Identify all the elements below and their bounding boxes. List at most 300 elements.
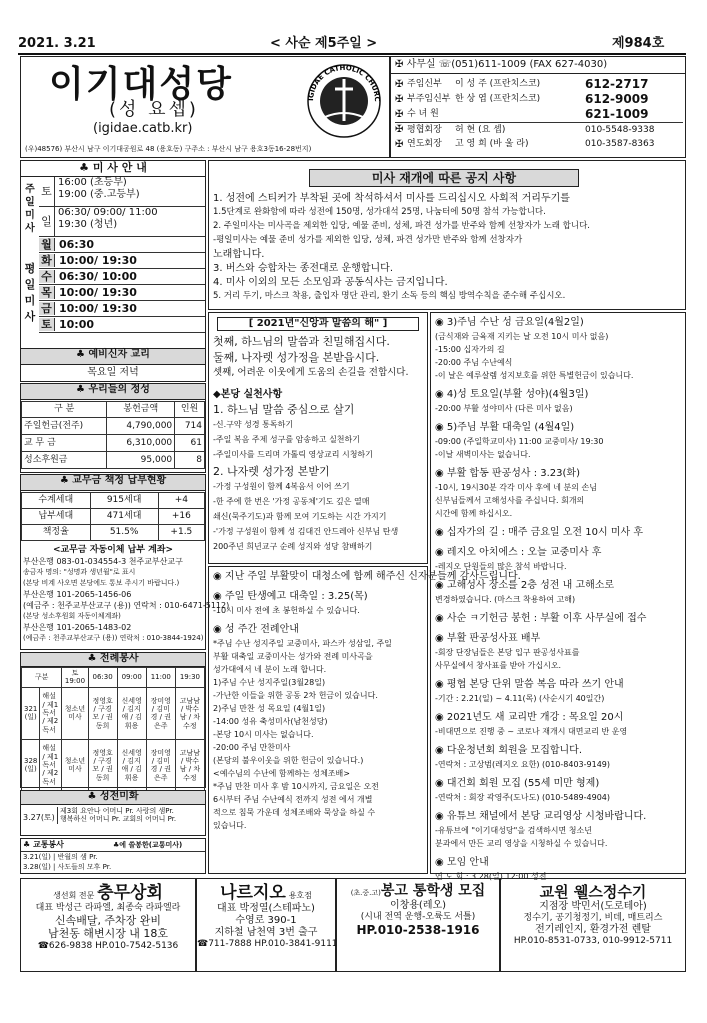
news-detail: 성가대에서 네 분이 노래 합니다. [213,665,327,674]
weekday-mass-row [39,317,205,333]
cross-icon: ✠ [395,93,404,105]
news-detail: 분과에서 만든 교리 영상을 시청하실 수 있습니다. [435,839,608,848]
transfer-line: 부산은행 101-2065-1483-02 [23,623,132,632]
flowers-title: ♣ 성전미화 [21,791,205,805]
duty-group: 해설 / 제1독서 / 제2독서 [40,687,62,739]
news-item [435,778,683,806]
duty-cell: 신세영 / 김지애 / 김휘용 [117,739,146,791]
year-goals [213,335,425,383]
notice-item: -평일미사는 예물 준비 성가를 제외한 입당, 성체, 파견 성가만 반주와 함께 선창자가 [213,235,523,245]
mass-time: 10:00/ 19:30 [59,285,137,299]
club-icon: ♣ [87,791,100,802]
table-row [22,525,205,541]
notice-item: 1.5단계로 완화함에 따라 성전에 150명, 성가대석 25명, 나눔터에 50명 참석 가능합니다. [213,207,546,217]
ad-line: 수영로 390-1 [235,915,297,927]
news-detail: 1)주님 수난 성지주일(3월28일) [213,678,326,687]
bullet-icon: ◉ [435,580,447,591]
news-detail: -레지오 단원들의 많은 참석 바랍니다. [435,562,567,571]
parish-title-box [20,56,390,158]
ad-chungmu [20,878,196,972]
plan-list [213,403,425,557]
mass-day: 일 [39,207,55,236]
news-detail: (본당의 불우이웃을 위한 헌금이 있습니다.) [213,756,364,765]
cross-icon: ✠ [395,108,404,120]
weekday-mass-row [39,237,205,253]
ad-line: ☎626-9838 HP.010-7542-5136 [37,940,179,951]
news-detail: -유튜브에 "이기대성당"을 검색하시면 청소년 [435,826,592,835]
staff-phone: 612-2717 [585,77,649,92]
flowers-date: 3.27(토) [23,813,55,822]
duty-date: 321 (일) [22,687,40,739]
bullet-icon: ◉ [435,317,447,328]
duty-cell: 고남남 / 박수남 / 차수정 [175,687,204,739]
notice-title: 미사 재개에 따른 공지 사항 [309,169,579,187]
plan-item: -가정 구성원이 함께 4복음서 이어 쓰기 [213,482,350,491]
catechumen-box [20,348,206,382]
table-header: 06:30 [88,668,117,688]
duty-cell: 장미영 / 김미경 / 권은주 [146,739,175,791]
transfer-line: (본당 비계 사오면 본당에도 통보 주시기 바랍니다.) [23,579,180,587]
table-cell: 6,310,000 [107,435,175,452]
news-detail: -20:00 부활 성야미사 (다른 미사 없음) [435,404,573,413]
table-cell: 납부세대 [22,509,91,525]
news-detail: -09:00 (주일학교미사) 11:00 교중미사/ 19:30 [435,437,604,446]
notice-item: 1. 성전에 스티커가 부착된 곳에 착석하셔서 미사를 드리십시오 사회적 거리두기를 [213,193,570,204]
news-detail: 적으로 침묵 가운데 성체조배와 묵상을 하실 수 [213,808,376,817]
bullet-icon: ◉ [435,778,447,789]
table-cell: 성소후원금 [22,452,107,469]
news-detail: 있습니다. [213,821,247,830]
liturgy-duty-box [20,652,206,788]
news-title: 2021년도 새 교리반 개강 : 목요일 20시 [446,712,624,723]
news-detail: *주님 만찬 미사 후 밤 10시까지, 금요일은 오전 [213,782,379,791]
news-detail: 6시부터 주님 수난예식 전까지 성전 에서 개별 [213,795,373,804]
bullet-icon: ◉ [435,547,447,558]
table-row [22,418,205,435]
traffic-title: ♣ 교통봉사 [23,840,64,849]
bullet-icon: ◉ [435,527,447,538]
news-title: 레지오 아치에스 : 오늘 교중미사 후 [446,547,602,558]
catechumen-title: ♣ 예비신자 교리 [21,349,205,365]
plan-item: 2. 나자렛 성가정 본받기 [213,465,330,478]
sunday-mass-label: 주일미사 [25,184,35,234]
transfer-line: (예금주 : 천주교부산교구 (용)) 연락처 : 010-3844-1924) [23,634,204,642]
table-header: 11:00 [146,668,175,688]
ad-pre: (초.중.고) [350,889,381,897]
news-title: 4)성 토요일(부활 성야)(4월3일) [446,389,589,400]
table-header: 구분 [22,668,62,688]
volunteer-box [20,838,206,874]
table-cell: 915세대 [90,493,158,509]
ad-line: ☎711-7888 HP.010-3841-9111 [197,939,338,950]
table-cell: +16 [158,509,204,525]
ad-line: 전기레인지, 환경가전 렌탈 [535,923,651,935]
staff-list [395,77,683,152]
plan-item: -주일 복음 주제 성구를 암송하고 실천하기 [213,435,360,444]
year-theme-title: [ 2021년"신앙과 말씀의 해" ] [217,317,419,331]
news-detail: -가난한 이들을 위한 공동 2차 헌금이 있습니다. [213,691,378,700]
staff-phone: 010-5548-9338 [585,124,655,135]
notice-list [213,193,683,305]
club-icon: ♣ [59,475,73,486]
bullet-icon: ◉ [213,624,225,635]
plan-item: 1. 하느님 말씀 중심으로 살기 [213,403,355,416]
transfer-line: (본당 성소후원회 자동이체계좌) [23,612,121,620]
club-icon: ♣ [76,349,89,360]
ad-title: 교원 웰스정수기 [539,883,647,901]
news-title: 지난 주일 부활맞이 대청소에 함께 해주신 신자분들께 감사드립니다. [224,571,521,582]
ad-title: 봉고 통학생 모집 [380,883,486,899]
weekday-mass-row [39,285,205,301]
year-theme-box [208,312,428,564]
news-detail: -연락처 : 고상범(레지오 요한) (010-8403-9149) [435,760,611,769]
plan-title: ◆본당 실천사항 [213,389,283,400]
plan-item: -'가정 구성원이 함께 성 김대건 안드레아 신부님 탄생 [213,527,399,536]
news-item [435,679,683,707]
news-item [435,317,683,384]
duty-cell: 장미영 / 김미경 / 권은주 [146,687,175,739]
staff-role: 부주임신부 [407,94,451,105]
news-item [213,591,425,619]
table-row [22,452,205,469]
parish-address: (우)48576) 부산시 남구 이기대공원로 48 (용호동) 구주소 : 부산시 남구 용호3동16-28번지) [25,145,312,153]
sunday-mass-row [39,207,205,237]
table-row [22,687,205,739]
ad-water [500,878,686,972]
news-title: 평협 본당 단위 말씀 복음 따라 쓰기 안내 [446,679,624,690]
staff-role: 수 녀 원 [407,109,439,120]
news-title: 부활 합동 판공성사 : 3.23(화) [446,468,580,479]
table-row [22,435,205,452]
duty-group: 해설 / 제1독서 / 제2독서 [40,739,62,791]
tithe-table [21,492,205,541]
bullet-icon: ◉ [435,633,447,644]
duty-cell: 신세영 / 김지애 / 김휘용 [117,687,146,739]
news-detail: 연 도 회 : 3.28(일) 12:00 성전 [435,872,547,881]
news-item [435,580,683,608]
news-detail: -14:00 성유 축성미사(남천성당) [213,717,328,726]
table-cell: 수계세대 [22,493,91,509]
table-cell: 8 [175,452,205,469]
staff-phone: 621-1009 [585,107,649,122]
mass-day: 목 [39,286,55,299]
auto-transfer-info [23,557,230,645]
parish-patron: (성 요셉) [109,99,199,120]
ad-title: 충무상회 [97,883,163,903]
bullet-icon: ◉ [213,591,225,602]
mass-time: 19:00 (중.고등부) [58,189,140,200]
news-title: 유튜브 채널에서 본당 교리영상 시청바랍니다. [446,811,647,822]
mass-time: 16:00 (초등부) [58,177,127,188]
mass-time: 06:30/ 10:00 [59,269,137,283]
transfer-line: 부산은행 101-2065-1456-06 [23,590,132,599]
bullet-icon: ◉ [435,712,447,723]
mass-times [39,177,205,333]
notice-item: 노래합니다. [213,249,265,260]
transfer-line: (예금주 : 천주교부산교구 (용)) 연락처 : 010-6471-5112) [23,601,230,610]
table-cell: +4 [158,493,204,509]
notice-box [208,160,686,310]
bullet-icon: ◉ [435,389,447,400]
mass-time: 06:30 [59,237,95,251]
table-cell: 95,000 [107,452,175,469]
ad-line: HP.010-8531-0733, 010-9912-5711 [513,935,673,946]
sunday-mass-row [39,177,205,207]
bullet-icon: ◉ [435,422,447,433]
news-detail: -회장 단장님들은 본당 입구 판공성사표를 [435,648,580,657]
mass-time: 19:30 (청년) [58,219,118,230]
plan-item: 200주년 희년교구 순례 성지와 성당 참배하기 [213,542,373,551]
staff-name: 고 영 희 (바 울 라) [455,139,529,150]
right-news-box [430,312,686,881]
news-item [435,613,683,628]
ad-line: 정수기, 공기청정기, 비데, 매트리스 [523,913,663,923]
news-item [213,624,425,834]
news-detail: (금식재와 금육재 지키는 날 오전 10시 미사 없음) [435,332,609,341]
duty-cell: 고남남 / 박수남 / 차수정 [175,739,204,791]
plan-item: -신.구약 성경 통독하기 [213,420,294,429]
ad-line: HP.010-2538-1916 [356,922,480,937]
weekday-mass-row [39,253,205,269]
tithe-box [20,474,230,650]
bullet-icon: ◉ [213,571,225,582]
news-detail: -기간 : 2.21(일) ~ 4.11(목) (사순시기 40일간) [435,694,605,703]
weekday-mass-row [39,269,205,285]
duty-table [21,667,205,792]
office-contact-box [390,56,686,158]
duty-title: ♣ 전례봉사 [21,653,205,667]
table-row [22,509,205,525]
mass-day: 토 [39,318,55,331]
news-title: 사순 ㅋ기헌금 봉헌 : 부활 이후 사무실에 접수 [446,613,647,624]
logo-text: IGIDAE CATHOLIC CHURC [306,63,382,102]
plan-item: 쇄신(묵주기도)과 함께 모여 기도하는 시간 가지기 [213,512,387,521]
news-detail: -15:00 십자가의 길 [435,345,505,354]
duty-cell: 정영호 / 구경모 / 권동희 [88,687,117,739]
club-icon: ♣ [79,161,93,174]
news-title: 모임 안내 [446,857,489,868]
plan-item: -한 주에 한 번은 '가정 공동체'기도 깊은 열매 [213,497,370,506]
liturgical-week: < 사순 제5주일 > [270,36,378,51]
right-news-list [435,317,683,890]
mass-day: 화 [39,254,55,267]
news-detail: -10시, 19시30분 각각 미사 후에 네 분의 손님 [435,483,597,492]
mass-time: 10:00 [59,317,95,331]
duty-cell: 정영호 / 구경모 / 권동희 [88,739,117,791]
ad-line: 신속배달, 주차장 완비 [54,914,162,928]
notice-item: 2. 주일미사는 미사곡을 제외한 입당, 예물 준비, 성체, 파견 성가를 반주와 함께 선창자가 노래 합니다. [213,221,590,231]
header-rule [18,53,686,55]
issue-number: 제984호 [612,36,665,51]
news-item [435,422,683,463]
news-item [435,633,683,674]
table-cell: 교 무 금 [22,435,107,452]
weekday-mass-row [39,301,205,317]
staff-role: 주임신부 [407,79,442,90]
bullet-icon: ◉ [435,857,447,868]
news-detail: -10시 미사 전에 초 봉헌하실 수 있습니다. [213,606,360,615]
ad-narjio [196,878,336,972]
table-row [22,739,205,791]
news-detail: 변경하였습니다. (마스크 착용하여 고해) [435,595,576,604]
news-detail: -연락처 : 회장 곽영주(도나도) (010-5489-4904) [435,793,611,802]
ad-line: 이창용(레오) [389,899,447,911]
mass-day: 수 [39,270,55,283]
parish-name: 이기대성당 [49,64,233,105]
staff-phone: 010-3587-8363 [585,139,655,150]
news-item [435,527,683,542]
duty-date: 328 (일) [22,739,40,791]
notice-item: 4. 미사 이외의 모든 소모임과 공동식사는 금지입니다. [213,277,448,288]
ad-line: (시내 전역 운행-오륙도 서틀) [360,911,476,922]
flowers-box [20,790,206,836]
table-cell: 주일헌금(전주) [22,418,107,435]
news-detail: -20:00 주님 만찬미사 [213,743,291,752]
news-detail: *주님 수난 성지주일 교중미사, 파스카 성삼일, 주일 [213,639,392,648]
table-header: 토19:00 [62,668,88,688]
news-title: 주일 탄생예고 대축일 : 3.25(목) [224,591,368,602]
mass-day: 월 [39,238,55,251]
transfer-line: 부산은행 083-01-034554-3 천주교부산교구 [23,557,183,566]
news-title: 대건회 회원 모집 (55세 미만 형제) [446,778,600,789]
ad-title: 나르지오 [220,883,286,903]
cafeteria-title: ♣에 쓸봉한(교통미사) [113,841,183,849]
staff-role: 평협회장 [407,124,442,135]
club-icon: ♣ [23,840,33,849]
staff-row [395,92,683,107]
news-item [435,547,683,575]
news-title: 부활 판공성사표 배부 [446,633,541,644]
staff-name: 한 상 엽 (프란치스코) [455,94,541,105]
news-detail: 부활 대축일 교중미사는 성가와 전례 미사곡을 [213,652,373,661]
contribution-title: ♣ 우리들의 정성 [21,384,205,400]
mass-schedule-box [20,160,206,360]
news-title: 5)주님 부활 대축일 (4월4일) [446,422,575,433]
mass-schedule-title: ♣ 미 사 안 내 [21,161,205,177]
club-icon: ♣ [113,841,120,849]
bullet-icon: ◉ [435,613,447,624]
notice-item: 5. 거리 두기, 마스크 착용, 출입자 명단 관리, 환기 소독 등의 핵심 방역수칙을 준수해 주십시오. [213,291,566,301]
staff-name: 이 성 주 (프란치스코) [455,79,541,90]
ad-line: 지점장 박민서(도로테아) [539,901,647,912]
table-row [22,493,205,509]
news-detail: -이 날은 예루살렘 성지보호를 위한 특별헌금이 있습니다. [435,371,634,380]
news-title: 고해성사 장소를 2층 성전 내 고해소로 [446,580,615,591]
news-detail: -본당 10시 미사는 없습니다. [213,730,314,739]
staff-row [395,122,683,137]
ad-pre: 생선회 전문 [53,891,95,900]
bullet-icon: ◉ [435,745,447,756]
mass-time: 10:00/ 19:30 [59,301,137,315]
ad-pre: 용호점 [288,891,312,900]
volunteer-row: 3.21(일) | 반월의 샘 Pr. [23,853,98,861]
news-title: 십자가의 길 : 매주 금요일 오전 10시 미사 후 [446,527,643,538]
table-header: 09:00 [117,668,146,688]
club-icon: ♣ [76,384,89,395]
bullet-icon: ◉ [435,468,447,479]
staff-name: 허 현 (요 셉) [455,124,506,135]
bullet-icon: ◉ [435,811,447,822]
mass-time: 10:00/ 19:30 [59,253,137,267]
parish-website: (igidae.catb.kr) [93,121,193,136]
news-detail: 2)주님 만찬 성 목요일 (4월1일) [213,704,326,713]
staff-role: 연도회장 [407,139,442,150]
plan-item: -주일미사를 드리며 가톨릭 영상교리 시청하기 [213,450,373,459]
table-cell: 51.5% [90,525,158,541]
staff-phone: 612-9009 [585,92,649,107]
table-header: 봉헌금액 [107,402,175,418]
year-goal: 첫째, 하느님의 말씀과 친밀해집시다. [213,335,390,348]
ad-bus [336,878,500,972]
table-cell: 61 [175,435,205,452]
ad-line: 지하철 남천역 3번 출구 [214,927,318,939]
news-detail: 사무실에서 창사표를 받아 가십시오. [435,661,562,670]
news-title: 성 주간 전례안내 [224,624,299,635]
year-goal: 셋째, 어려운 이웃에게 도움의 손길을 전합시다. [213,367,409,378]
news-title: 다운청년회 회원을 모집합니다. [446,745,583,756]
table-header: 인원 [175,402,205,418]
news-detail: -20:00 주님 수난예식 [435,358,513,367]
office-phone: ✠ 사무실 ☏(051)611-1009 (FAX 627-4030) [395,59,608,70]
bullet-icon: ◉ [435,679,447,690]
club-icon: ♣ [87,653,100,664]
church-logo [301,61,387,141]
cross-icon: ✠ [395,124,404,135]
table-cell: 4,790,000 [107,418,175,435]
news-detail: 신부님들께서 고해성사를 주십니다. 회개의 [435,496,585,505]
news-detail: <예수님의 수난에 함께하는 성체조배> [213,769,350,778]
duty-cell: 청소년미사 [62,687,88,739]
news-detail: -이날 새벽미사는 없습니다. [435,450,531,459]
mass-time: 06:30/ 09:00/ 11:00 [58,207,158,218]
flowers-lines: 제3회 요안나 어머니 Pr. 사랑의 샘Pr. 행복하신 어머니 Pr. 교회의 어머니 Pr. [57,807,176,824]
news-item [213,571,521,586]
catechumen-time: 목요일 저녁 [87,367,139,378]
notice-item: 3. 버스와 승합차는 종전대로 운행합니다. [213,263,393,274]
cross-icon: ✠ [395,59,407,70]
table-header: 구 분 [22,402,107,418]
news-item [435,468,683,522]
table-cell: 471세대 [90,509,158,525]
news-item [435,389,683,417]
tithe-title: ♣ 교무금 책정 납부현황 [21,475,205,491]
news-detail: 시간에 함께 하십시오. [435,509,513,518]
news-item [435,811,683,852]
staff-row [395,137,683,152]
table-header: 19:30 [175,668,204,688]
transfer-line: 송금자 명의: "성명과 생년월"로 표시 [23,568,136,576]
table-cell: 714 [175,418,205,435]
news-detail: -비대면으로 진행 중 ~ 코로나 재개시 대면교리 반 운영 [435,727,628,736]
auto-transfer-title: <교무금 자동이체 납부 계좌> [52,545,174,555]
mass-day: 토 [39,177,55,206]
ad-line: 대표 박정열(스테파노) [217,903,315,915]
news-item [435,712,683,740]
table-cell: +1.5 [158,525,204,541]
contribution-table [21,401,205,469]
bulletin-date: 2021. 3.21 [18,36,96,51]
year-goal: 둘째, 나자렛 성가정을 본받읍시다. [213,351,380,364]
contribution-box [20,383,206,473]
weekday-mass-label: 평일미사 [24,262,36,323]
news-item [435,745,683,773]
mass-day: 금 [39,302,55,315]
volunteer-row: 3.28(일) | 사도들의 모후 Pr. [23,863,112,871]
cross-icon: ✠ [395,138,404,150]
duty-cell: 청소년미사 [62,739,88,791]
staff-row [395,107,683,122]
table-cell: 책정율 [22,525,91,541]
